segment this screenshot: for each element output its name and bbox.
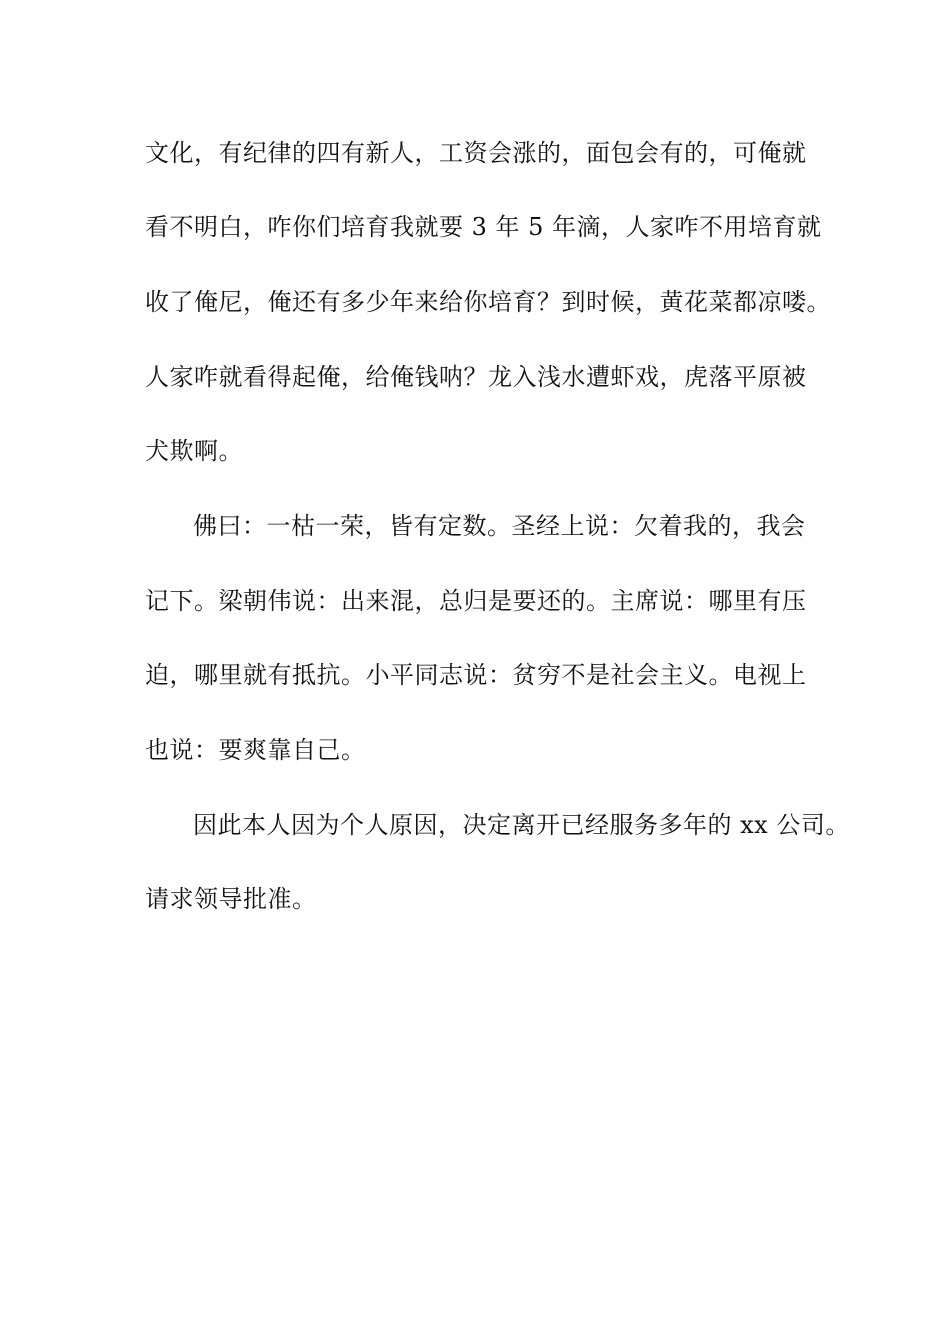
text-line: 迫，哪里就有抵抗。小平同志说：贫穷不是社会主义。电视上	[145, 661, 807, 689]
text-line: 文化，有纪律的四有新人，工资会涨的，面包会有的，可俺就	[145, 139, 807, 167]
text-line: 人家咋就看得起俺，给俺钱呐？龙入浅水遭虾戏，虎落平原被	[145, 363, 807, 391]
text-line: 因此本人因为个人原因，决定离开已经服务多年的 xx 公司。	[193, 811, 850, 839]
text-line: 收了俺尼，俺还有多少年来给你培育？到时候，黄花菜都凉喽。	[145, 288, 831, 316]
text-line: 请求领导批准。	[145, 885, 317, 913]
text-line: 佛曰：一枯一荣，皆有定数。圣经上说：欠着我的，我会	[193, 512, 806, 540]
text-line: 记下。梁朝伟说：出来混，总归是要还的。主席说：哪里有压	[145, 587, 807, 615]
text-line: 也说：要爽靠自己。	[145, 736, 366, 764]
text-line: 犬欺啊。	[145, 437, 243, 465]
text-line: 看不明白，咋你们培育我就要 3 年 5 年滴，人家咋不用培育就	[145, 213, 822, 241]
